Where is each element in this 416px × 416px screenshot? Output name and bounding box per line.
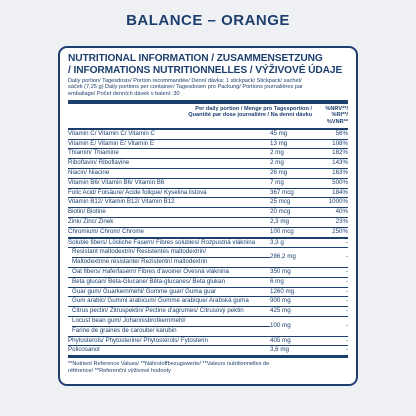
- nutrient-name: Oat fibers/ Haferfasern/ Fibres d'avoine/ Ovesná vláknina: [72, 267, 229, 275]
- table-row: [68, 198, 348, 208]
- footnote-line: référence/ **Referenční výživové hodnoty: [68, 367, 171, 374]
- table-row: [68, 218, 348, 228]
- nutrient-nrv: -: [345, 287, 348, 295]
- table-row: [68, 248, 348, 268]
- table-row: [68, 208, 348, 218]
- nutrient-name: Zink/ Zinc/ Zinek: [68, 218, 114, 225]
- nutrition-panel: [58, 46, 358, 386]
- nutrient-nrv: -: [345, 307, 348, 315]
- heading-line: / INFORMATIONS NUTRITIONNELLES / VÝŽIVOVÉ ÚDAJE: [68, 64, 343, 76]
- nutrient-amount: 2 mg: [270, 149, 284, 157]
- nutrient-amount: 3,3 g: [270, 238, 284, 246]
- intro-line: sáček (7,25 g) Daily portions per container/ Tagesdosen pro Packung/ Portions journalières par: [68, 84, 303, 91]
- table-row: [68, 149, 348, 159]
- nutrient-amount: 350 mg: [270, 267, 291, 275]
- table-row: [68, 159, 348, 169]
- panel-heading: [68, 53, 348, 76]
- intro-line: emballage/ Počet denních dávek v balení: 30: [68, 90, 180, 97]
- nutrient-amount: 367 mcg: [270, 188, 294, 196]
- heading-line: NUTRITIONAL INFORMATION / ZUSAMMENSETZUNG: [68, 53, 323, 64]
- nutrient-nrv: 143%: [332, 159, 348, 167]
- nutrient-amount: 100 mg: [270, 321, 291, 329]
- table-row: [68, 337, 348, 347]
- nutrient-amount: 1260 mg: [270, 287, 295, 295]
- nutrient-amount: 2,3 mg: [270, 218, 289, 225]
- table-row: [68, 268, 348, 278]
- nutrient-name-line: Resistant maltodextrin/ Resistentes maltodextrin/: [72, 248, 207, 256]
- intro-line: Daily portion/ Tagesdosis/ Portion recommandée/ Denní dávka: 1 stickpack/ Stickpack/ sachet/: [68, 78, 302, 84]
- nutrient-nrv: 108%: [332, 139, 348, 147]
- nrv-header-line: %NRV**/ %RI**/: [325, 106, 348, 119]
- nutrient-nrv: -: [345, 267, 348, 275]
- nutrient-name: Phytosterols/ Phytosterine/ Phytostérols/ Fytosterin: [68, 336, 208, 344]
- nutrient-name: Niacin/ Niacine: [68, 169, 110, 177]
- nutrient-amount: 26 mg: [270, 169, 288, 177]
- nutrient-nrv: 1000%: [328, 198, 348, 206]
- nutrient-name: [68, 317, 270, 336]
- nrv-header-line: %VNR**: [326, 118, 348, 125]
- portion-intro: [68, 78, 348, 97]
- nutrient-nrv: 163%: [332, 169, 348, 177]
- nutrient-nrv: -: [345, 277, 348, 285]
- vitamin-table: [68, 130, 348, 238]
- fiber-table: [68, 238, 348, 357]
- table-row: [68, 130, 348, 140]
- nutrient-name: Folic Acid/ Folsäure/ Acide folique/ Kyselina listová: [68, 188, 207, 196]
- nutrient-nrv: -: [345, 297, 348, 305]
- table-row: [68, 317, 348, 337]
- nutrient-amount: 20 mcg: [270, 208, 291, 216]
- nutrient-amount: 13 mg: [270, 139, 288, 147]
- table-row: [68, 140, 348, 150]
- nutrient-amount: 405 mg: [270, 336, 291, 344]
- nutrient-name: Soluble fibers/ Lösliche Fasern/ Fibres solubles/ Rozpustná vláknina: [68, 238, 256, 246]
- nutrient-amount: 2 mg: [270, 159, 284, 167]
- nutrient-nrv: 40%: [335, 208, 348, 216]
- page-title: BALANCE – ORANGE: [126, 12, 290, 29]
- nutrient-name: Chromium/ Chrom/ Chrome: [68, 227, 144, 235]
- nutrient-name: Vitamin B12/ Vitamin B12/ Vitamin B12: [68, 198, 175, 206]
- nutrient-amount: 7 mg: [270, 178, 284, 186]
- nutrient-name: Vitamin E/ Vitamin E/ Vitamin E: [68, 139, 154, 147]
- nutrient-nrv: -: [345, 346, 348, 354]
- nutrient-name: Thiamin/ Thiamine: [68, 149, 119, 157]
- nutrient-name: Riboflavin/ Riboflavine: [68, 159, 130, 167]
- nutrient-name: Policosanol: [68, 346, 100, 354]
- nutrient-amount: 45 mg: [270, 129, 288, 137]
- nutrient-nrv: 56%: [335, 129, 348, 137]
- bottom-divider: [68, 356, 348, 358]
- column-header: [68, 104, 348, 128]
- per-header-line: Quantité par dose journalière / Na denní dávku: [188, 112, 312, 119]
- nutrient-nrv: 23%: [335, 218, 348, 225]
- table-row: [68, 297, 348, 307]
- nutrient-amount: 100 mcg: [270, 227, 294, 235]
- nutrient-name: Citrus pectin/ Zitruspektin/ Pectine d'agrumes/ Citrusový pektin: [72, 307, 244, 315]
- nutrient-name-line: Locust bean gum/ Johannisbrotkernmehl/: [72, 316, 186, 324]
- nutrient-name: Gum arabic/ Gummi arabicum/ Gomme arabique/ Arabská guma: [72, 297, 249, 305]
- nutrient-amount: 25 mcg: [270, 198, 291, 206]
- nutrient-amount: 286,2 mg: [270, 253, 296, 261]
- footnote: [68, 361, 348, 374]
- nutrient-name: Vitamin B6/ Vitamin B6/ Vitamin B6: [68, 178, 165, 186]
- table-row: [68, 179, 348, 189]
- nutrient-name-line: Farine de graines de caroube/ karubin: [72, 326, 270, 336]
- nrv-header: [318, 106, 348, 125]
- table-row: [68, 169, 348, 179]
- table-row: [68, 278, 348, 288]
- nutrient-nrv: 182%: [332, 149, 348, 157]
- nutrient-nrv: 500%: [332, 178, 348, 186]
- nutrient-nrv: -: [345, 336, 348, 344]
- per-header-line: Per daily portion / Menge pro Tagesportion /: [195, 106, 312, 113]
- nutrient-amount: 3,6 mg: [270, 346, 289, 354]
- nutrient-name-line: Maltodextrine résistante/ Rezistentní maltodextrin: [72, 257, 270, 267]
- per-portion-header: [68, 106, 318, 118]
- table-row: [68, 189, 348, 199]
- nutrient-nrv: -: [345, 253, 348, 261]
- nutrient-amount: 900 mg: [270, 297, 291, 305]
- nutrient-name: Beta glucan/ Beta-Glucane/ Bêta-glucanes/ Beta glukan: [72, 277, 226, 285]
- nutrient-name: Guar gum/ Guarkernmehl/ Gomme guar/ Guma guar: [72, 287, 217, 295]
- nutrient-nrv: 250%: [332, 227, 348, 235]
- footnote-line: **Nutrient Reference Values/ **Nährstoffbezugswerte/ **Valeurs nutritionnelles de: [68, 361, 270, 368]
- table-row: [68, 307, 348, 317]
- nutrient-name: Vitamin C/ Vitamin C/ Vitamin C: [68, 129, 155, 137]
- nutrient-name: [68, 248, 270, 267]
- table-row: [68, 288, 348, 298]
- nutrient-nrv: 184%: [332, 188, 348, 196]
- nutrient-name: Biotin/ Biotine: [68, 208, 106, 216]
- table-row: [68, 228, 348, 238]
- nutrient-nrv: -: [345, 321, 348, 329]
- table-row: [68, 239, 348, 249]
- nutrient-nrv: -: [345, 238, 348, 246]
- nutrient-amount: 425 mg: [270, 307, 291, 315]
- table-row: [68, 346, 348, 356]
- nutrient-amount: 6 mg: [270, 277, 284, 285]
